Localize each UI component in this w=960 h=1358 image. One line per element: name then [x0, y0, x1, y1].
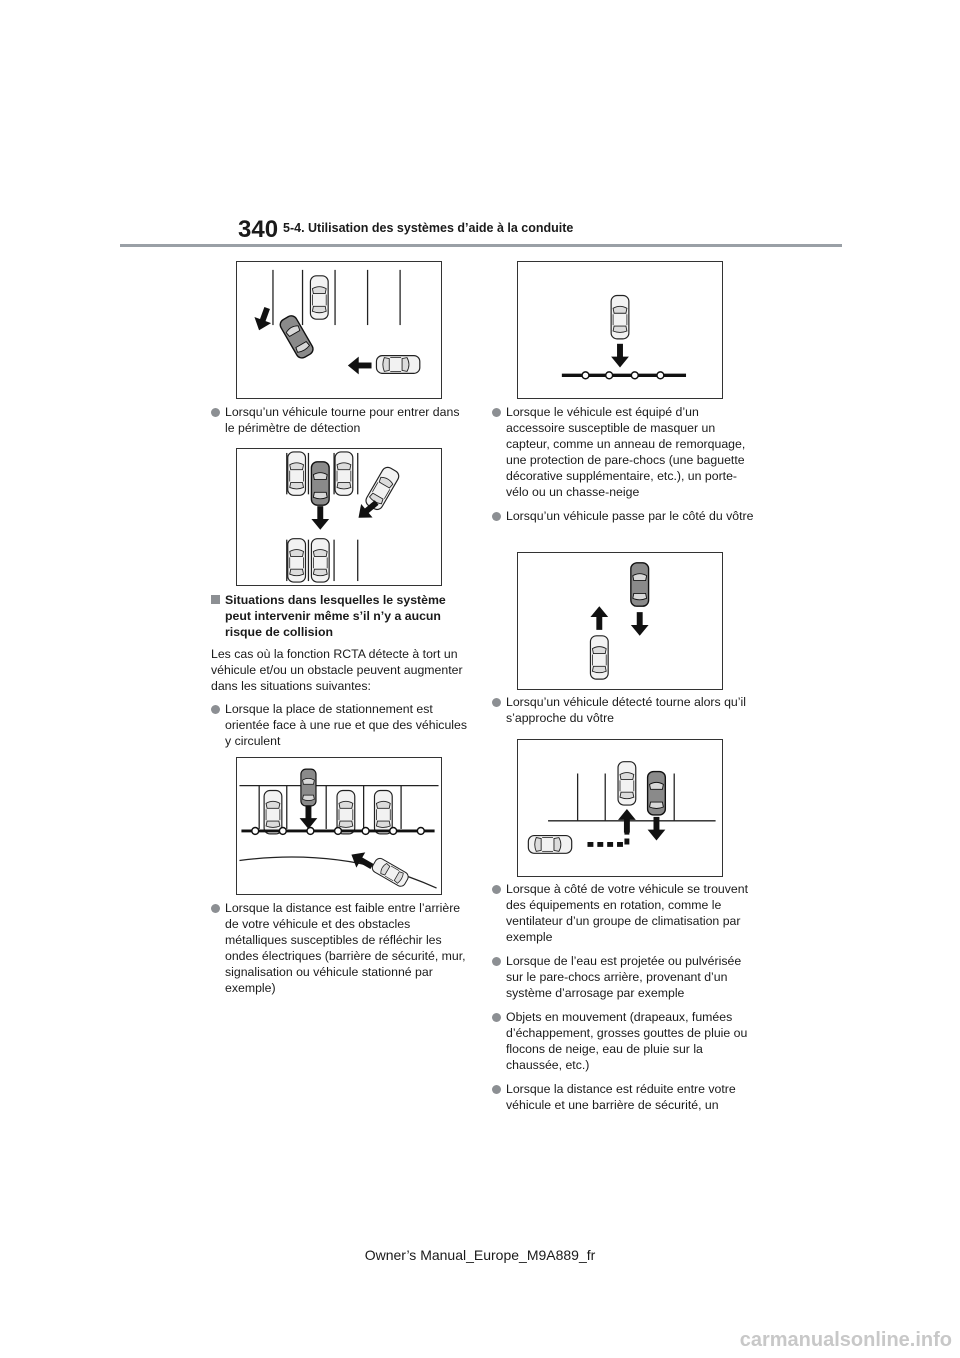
- right-column-top: [492, 404, 754, 524]
- header-rule: [120, 244, 842, 247]
- section-title: 5-4. Utilisation des systèmes d’aide à la conduite: [283, 221, 574, 235]
- figure-accessory: [517, 261, 723, 399]
- bullet-distance: Lorsque la distance est faible entre l’arrière de votre véhicule et des obstacles métalliques susceptibles de réfléchir les ondes électriques (barrière de sécurité, mur, signalisation ou véhicule stationné par exemple): [211, 900, 469, 996]
- footer-manual-id: Owner’s Manual_Europe_M9A889_fr: [364, 1247, 596, 1263]
- heading-situations: Situations dans lesquelles le système peut intervenir même s’il n’y a aucun risque de collision: [211, 592, 469, 640]
- left-column-situations: [211, 592, 469, 749]
- bullet-accessory: Lorsque le véhicule est équipé d’un accessoire susceptible de masquer un capteur, comme un anneau de remorquage, une protection de pare-chocs (une baguette décorative supplémentaire, etc.), un porte-vélo ou un chasse-neige: [492, 404, 754, 500]
- bullet-moving: Objets en mouvement (drapeaux, fumées d’échappement, grosses gouttes de pluie ou flocons de neige, eau de pluie sur la chaussée, etc.): [492, 1009, 754, 1073]
- bullet-rotating: Lorsque à côté de votre véhicule se trouvent des équipements en rotation, comme le ventilateur d’un groupe de climatisation par exemple: [492, 881, 754, 945]
- left-column: [211, 404, 469, 436]
- intro-paragraph: Les cas où la fonction RCTA détecte à tort un véhicule et/ou un obstacle peuvent augmenter dans les situations suivantes:: [211, 647, 463, 693]
- figure-turning-vehicle: [236, 261, 442, 399]
- watermark: carmanualsonline.info: [739, 1329, 952, 1351]
- figure-side-pass: [517, 552, 723, 690]
- bullet-water: Lorsque de l’eau est projetée ou pulvérisée sur le pare-chocs arrière, provenant d’un système d’arrosage par exemple: [492, 953, 754, 1001]
- figure-detected-turn: [517, 739, 723, 877]
- bullet-barrier: Lorsque la distance est réduite entre votre véhicule et une barrière de sécurité, un: [492, 1081, 754, 1113]
- bullet-detected-turns: Lorsqu’un véhicule détecté tourne alors qu’il s’approche du vôtre: [492, 694, 754, 726]
- figure-parking-reverse: [236, 448, 442, 586]
- right-column-middle: [492, 694, 754, 726]
- left-column-bottom: [211, 900, 469, 996]
- figure-street-parking: [236, 757, 442, 895]
- bullet-side: Lorsqu’un véhicule passe par le côté du vôtre: [492, 508, 754, 524]
- bullet-turning: Lorsqu’un véhicule tourne pour entrer dans le périmètre de détection: [211, 404, 469, 436]
- right-column-bottom: [492, 881, 754, 1113]
- page-number: 340: [238, 216, 279, 243]
- bullet-street: Lorsque la place de stationnement est orientée face à une rue et que des véhicules y circulent: [211, 701, 469, 749]
